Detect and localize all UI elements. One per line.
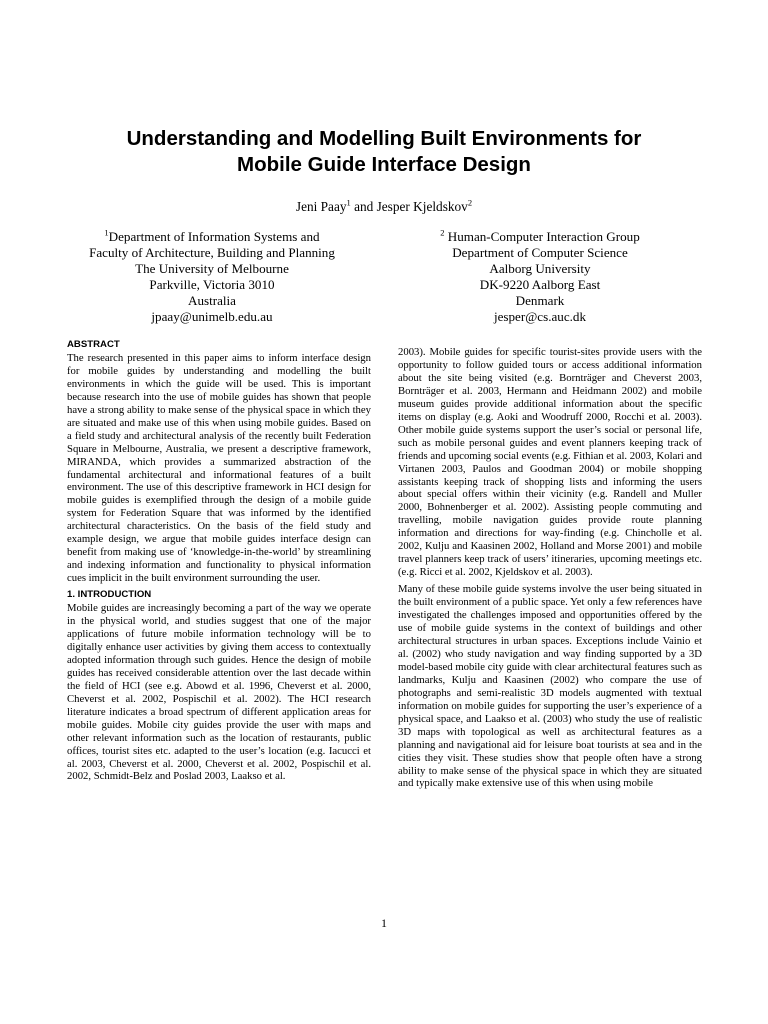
affiliation-1-email: jpaay@unimelb.edu.au <box>151 309 273 324</box>
affiliation-1-department: Department of Information Systems and <box>108 229 320 244</box>
affiliation-2-city: DK-9220 Aalborg East <box>479 277 601 292</box>
affiliation-1-superscript: 1 <box>104 227 109 238</box>
right-column-paragraph-1: 2003). Mobile guides for specific tourist-sites provide users with the opportunity to follow guided tours or access additional information about the site being visited (e.g. Bornträger and Cheverst 2003, Bornträger et al. 2003, Hermann and Heidmann 2002) and mobile museum guides provide additional information about the specific items on display (e.g. Aoki and Woodruff 2000, Rocchi et al. 2003). Other mobile guide systems support the user’s social or personal life, such as mobile personal guides and event planners keeping track of friends and upcoming social events (e.g. Fithian et al. 2003, Kolari and Virtanen 2003, Paulos and Goodman 2004) or mobile shopping assistants keeping track of shopping lists and informing the users about special offers within their vicinity (e.g. Randell and Muller 2000, Bohnenberger et al. 2002). Assisting people commuting and travelling, mobile navigation guides provide route planning information and directions for way-finding (e.g. Chincholle et al. 2002, Kulju and Kaasinen 2002, Holland and Morse 2001) and mobile travel planners keep track of users’ itineraries, upcoming meetings etc. (e.g. Ricci et al. 2002, Kjeldskov et al. 2003). <box>398 346 702 579</box>
affiliation-1-city: Parkville, Victoria 3010 <box>149 277 275 292</box>
author-1-name: Jeni Paay <box>295 199 347 214</box>
author-2-name: Jesper Kjeldskov <box>376 199 468 214</box>
affiliation-2-email: jesper@cs.auc.dk <box>493 309 587 324</box>
abstract-heading: ABSTRACT <box>67 339 120 350</box>
page-number: 1 <box>381 916 387 930</box>
affiliation-2-superscript: 2 <box>440 227 445 238</box>
affiliation-2 <box>390 229 690 325</box>
author-line <box>60 199 708 215</box>
paper-title-line-1: Understanding and Modelling Built Environments for <box>126 127 642 150</box>
affiliation-2-country: Denmark <box>515 293 565 308</box>
right-column-paragraph-2: Many of these mobile guide systems involve the user being situated in the built environment of a public space. Yet only a few references have investigated the challenges imposed and opportunities offered by the use of mobile guide systems in the context of buildings and other architectural structures in urban spaces. Exceptions include Vainio et al. (2002) who study navigation and way finding supported by a 3D model-based mobile city guide with clear architectural features such as landmarks, Kulju and Kaasinen (2002) who compare the use of photographs and semi-realistic 3D models augmented with textual information on mobile guides for supporting the user’s experience of a physical space, and Laakso et al. (2003) who study the use of realistic 3D maps with topological as well as architectural features as a planning and navigational aid for leisure boat tourists at sea and in the cities they visit. These studies show that people often have a strong ability to make sense of the physical space in which they are situated and typically make extensive use of this when using mobile <box>398 583 702 790</box>
introduction-text: Mobile guides are increasingly becoming a part of the way we operate in the physical world, and studies suggest that one of the major applications of future mobile information technology will be to digitally enhance user activities by giving them access to contextually adopted information through such guides. Hence the design of mobile guides has received considerable attention over the last decade within the field of HCI (see e.g. Abowd et al. 1996, Cheverst et al. 2000, Cheverst et al. 2002, Pospischil et al. 2002). The HCI research literature indicates a broad spectrum of different application areas for mobile guides. Mobile city guides provide the user with maps and other relevant information such as the location of restaurants, public offices, tourist sites etc. adapted to the user’s location (e.g. Iacucci et al. 2003, Cheverst et al. 2000, Cheverst et al. 2002, Pospischil et al. 2002, Schmidt-Belz and Poslad 2003, Laakso et al. <box>67 602 371 783</box>
abstract-text: The research presented in this paper aims to inform interface design for mobile guides by understanding and modelling the built environments in which the guide will be used. This is important because research into the use of mobile guides has shown that people have a strong ability to make sense of the physical space in which they are situated and make use of this when using mobile guides. Based on a field study and architectural analysis of the recently built Federation Square in Melbourne, Australia, we present a descriptive framework, MIRANDA, which provides a summarized abstraction of the fundamental architectural and informational features of a built environment. The use of this descriptive framework in HCI design for mobile guides is exemplified through the design of a mobile guide system for Federation Square that was informed by the identified architectural characteristics. On the basis of the field study and example design, we argue that mobile guides interface design can benefit from making use of ‘knowledge-in-the-world’ by streamlining and indexing information and functionality to physical information cues implicit in the built environment surrounding the user. <box>67 351 371 585</box>
introduction-heading: 1. INTRODUCTION <box>67 589 152 601</box>
affiliation-1-country: Australia <box>188 293 236 308</box>
right-column <box>398 346 702 790</box>
paper-title-line-2: Mobile Guide Interface Design <box>237 153 531 176</box>
affiliation-2-group: Human-Computer Interaction Group <box>447 229 640 244</box>
paper-title <box>60 126 708 178</box>
affiliation-2-university: Aalborg University <box>489 261 591 276</box>
affiliation-1-faculty: Faculty of Architecture, Building and Planning <box>89 245 335 260</box>
author-2-superscript: 2 <box>467 197 473 208</box>
affiliation-1-university: The University of Melbourne <box>135 261 289 276</box>
affiliation-2-department: Department of Computer Science <box>452 245 628 260</box>
affiliation-1 <box>62 229 362 325</box>
author-connector: and <box>350 199 377 214</box>
left-column <box>67 339 371 783</box>
author-1-superscript: 1 <box>346 197 351 208</box>
